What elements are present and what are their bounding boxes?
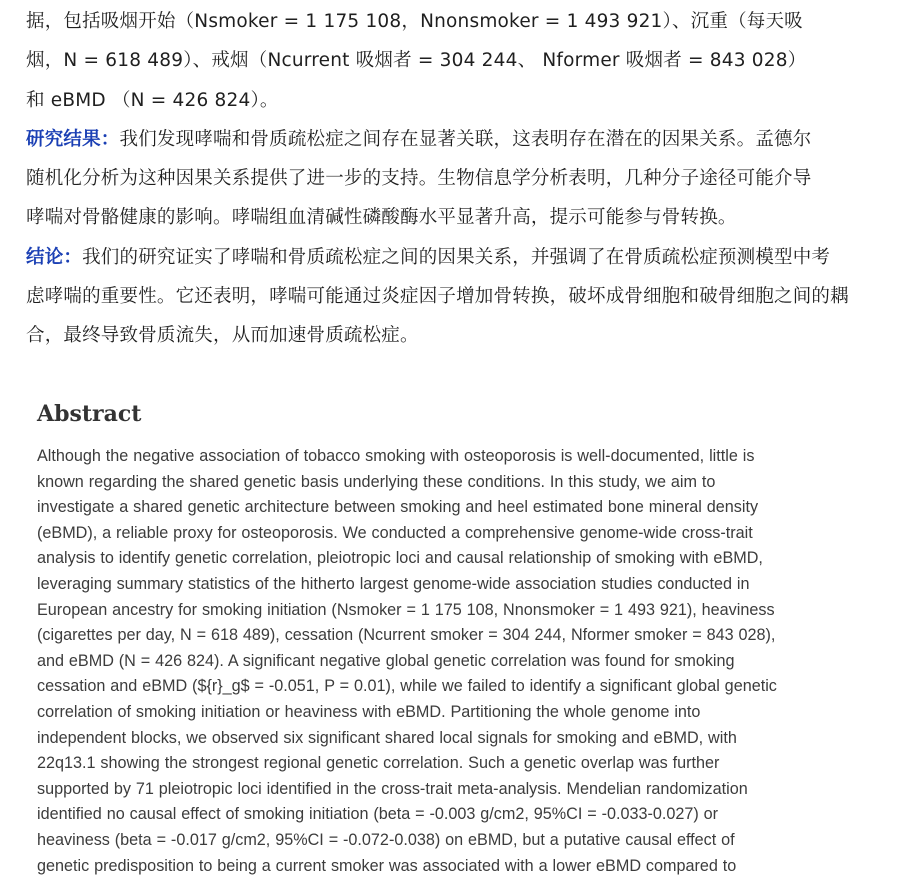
conclusion-text: 我们的研究证实了哮喘和骨质疏松症之间的因果关系，并强调了在骨质疏松症预测模型中考 (82, 246, 831, 268)
results-paragraph (26, 120, 866, 238)
abstract-line: and eBMD (N = 426 824). A significant negative global genetic correlation was found for smoking (37, 651, 735, 670)
abstract-screenshot (37, 398, 817, 879)
conclusion-line (26, 238, 866, 277)
conclusion-paragraph (26, 238, 866, 356)
abstract-line: Although the negative association of tobacco smoking with osteoporosis is well-documented, little is (37, 447, 755, 465)
abstract-line: (cigarettes per day, N = 618 489), cessation (Ncurrent smoker = 304 244, Nformer smoker = 843 028), (37, 626, 776, 645)
results-line: 哮喘对骨骼健康的影响。哮喘组血清碱性磷酸酶水平显著升高，提示可能参与骨转换。 (26, 207, 737, 229)
abstract-line: correlation of smoking initiation or heaviness with eBMD. Partitioning the whole genome into (37, 702, 701, 721)
methods-tail-paragraph (26, 2, 866, 120)
abstract-line: 22q13.1 showing the strongest regional genetic correlation. Such a genetic overlap was further (37, 754, 720, 773)
abstract-line: European ancestry for smoking initiation (Nsmoker = 1 175 108, Nnonsmoker = 1 493 921), heaviness (37, 600, 775, 619)
results-text: 我们发现哮喘和骨质疏松症之间存在显著关联，这表明存在潜在的因果关系。孟德尔 (119, 128, 812, 150)
methods-tail-line: 据，包括吸烟开始（Nsmoker = 1 175 108，Nnonsmoker = 1 493 921）、沉重（每天吸 (26, 11, 803, 32)
abstract-heading: Abstract (37, 401, 142, 427)
methods-tail-line: 和 eBMD （N = 426 824）。 (26, 89, 279, 111)
abstract-line: cessation and eBMD (${r}_g$ = -0.051, P = 0.01), while we failed to identify a significant global genetic (37, 677, 777, 696)
abstract-line: known regarding the shared genetic basis underlying these conditions. In this study, we aim to (37, 472, 716, 491)
abstract-line: supported by 71 pleiotropic loci identified in the cross-trait meta-analysis. Mendelian randomization (37, 779, 748, 798)
abstract-line: analysis to identify genetic correlation, pleiotropic loci and causal relationship of smoking with eBMD, (37, 549, 763, 568)
abstract-line: investigate a shared genetic architecture between smoking and heel estimated bone mineral density (37, 498, 759, 517)
abstract-body (37, 444, 817, 879)
chinese-summary (26, 2, 866, 356)
abstract-line: leveraging summary statistics of the hitherto largest genome-wide association studies conducted in (37, 574, 750, 593)
abstract-line: identified no causal effect of smoking initiation (beta = -0.003 g/cm2, 95%CI = -0.033-0.027) or (37, 805, 719, 824)
methods-tail-line: 烟，N = 618 489）、戒烟（Ncurrent 吸烟者 = 304 244、 Nformer 吸烟者 = 843 028） (26, 50, 807, 72)
results-line (26, 120, 866, 159)
abstract-line: heaviness (beta = -0.017 g/cm2, 95%CI = -0.072-0.038) on eBMD, but a putative causal effect of (37, 830, 735, 849)
conclusion-label: 结论： (26, 246, 83, 268)
abstract-line: genetic predisposition to being a current smoker was associated with a lower eBMD compared to (37, 856, 737, 875)
conclusion-line: 合，最终导致骨质流失，从而加速骨质疏松症。 (26, 325, 419, 347)
conclusion-line: 虑哮喘的重要性。它还表明，哮喘可能通过炎症因子增加骨转换，破坏成骨细胞和破骨细胞之间的耦 (26, 286, 849, 308)
results-line: 随机化分析为这种因果关系提供了进一步的支持。生物信息学分析表明，几种分子途径可能介导 (26, 168, 812, 190)
abstract-line: (eBMD), a reliable proxy for osteoporosis. We conducted a comprehensive genome-wide cross-trait (37, 523, 753, 542)
results-label: 研究结果： (26, 128, 120, 150)
abstract-line: independent blocks, we observed six significant shared local signals for smoking and eBMD, with (37, 728, 737, 747)
